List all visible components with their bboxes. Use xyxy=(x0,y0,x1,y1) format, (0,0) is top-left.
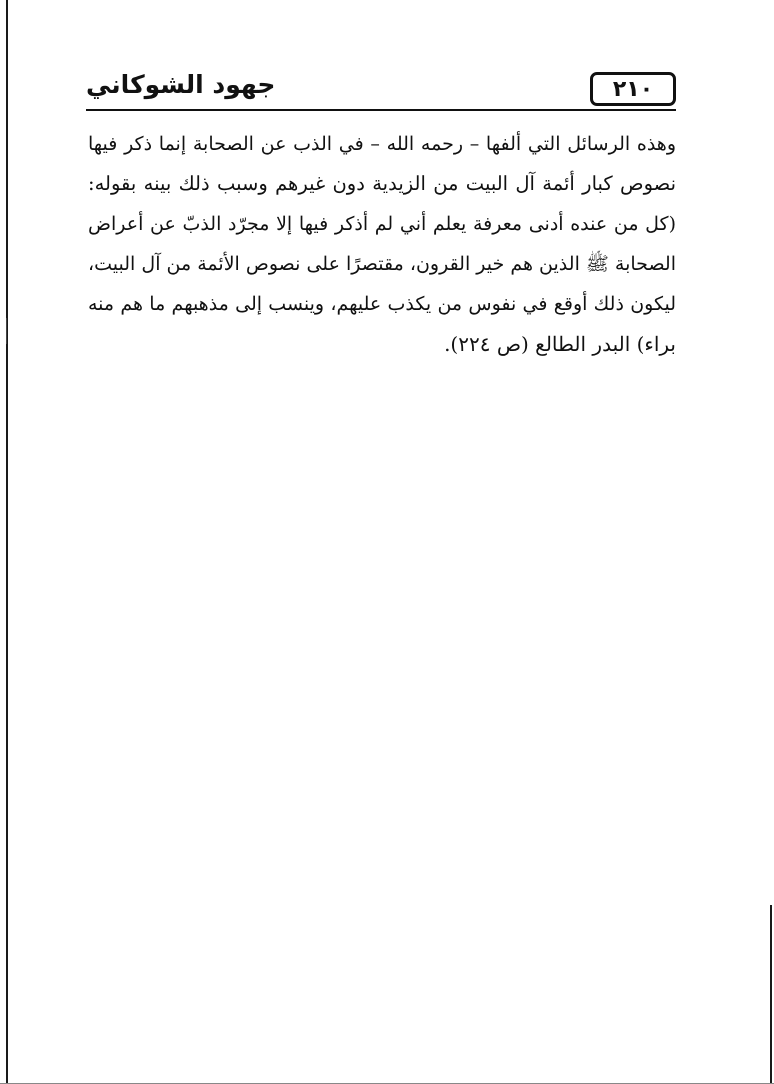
text-line: براء) البدر الطالع (ص ٢٢٤). xyxy=(444,332,676,356)
scan-right-edge xyxy=(770,905,772,1084)
body-paragraph xyxy=(88,124,676,364)
scan-left-mark xyxy=(6,318,7,344)
page-number-box xyxy=(590,72,676,106)
page-number: ٢١٠ xyxy=(612,76,654,102)
text-line: نصوص كبار أئمة آل البيت من الزيدية دون غيرهم وسبب ذلك بينه بقوله: xyxy=(88,172,676,195)
text-line: الصحابة ﷺ الذين هم خير القرون، مقتصرًا على نصوص الأئمة من آل البيت، xyxy=(88,253,676,275)
header-rule xyxy=(86,109,676,111)
text-line: (كل من عنده أدنى معرفة يعلم أني لم أذكر فيها إلا مجرّد الذبّ عن أعراض xyxy=(88,213,676,235)
scan-left-edge xyxy=(6,0,8,1084)
running-title: جهود الشوكاني xyxy=(86,70,276,99)
text-line: ليكون ذلك أوقع في نفوس من يكذب عليهم، وينسب إلى مذهبهم ما هم منه xyxy=(88,293,676,315)
text-line: وهذه الرسائل التي ألفها – رحمه الله – في الذب عن الصحابة إنما ذكر فيها xyxy=(88,133,676,155)
page-header xyxy=(86,62,676,118)
